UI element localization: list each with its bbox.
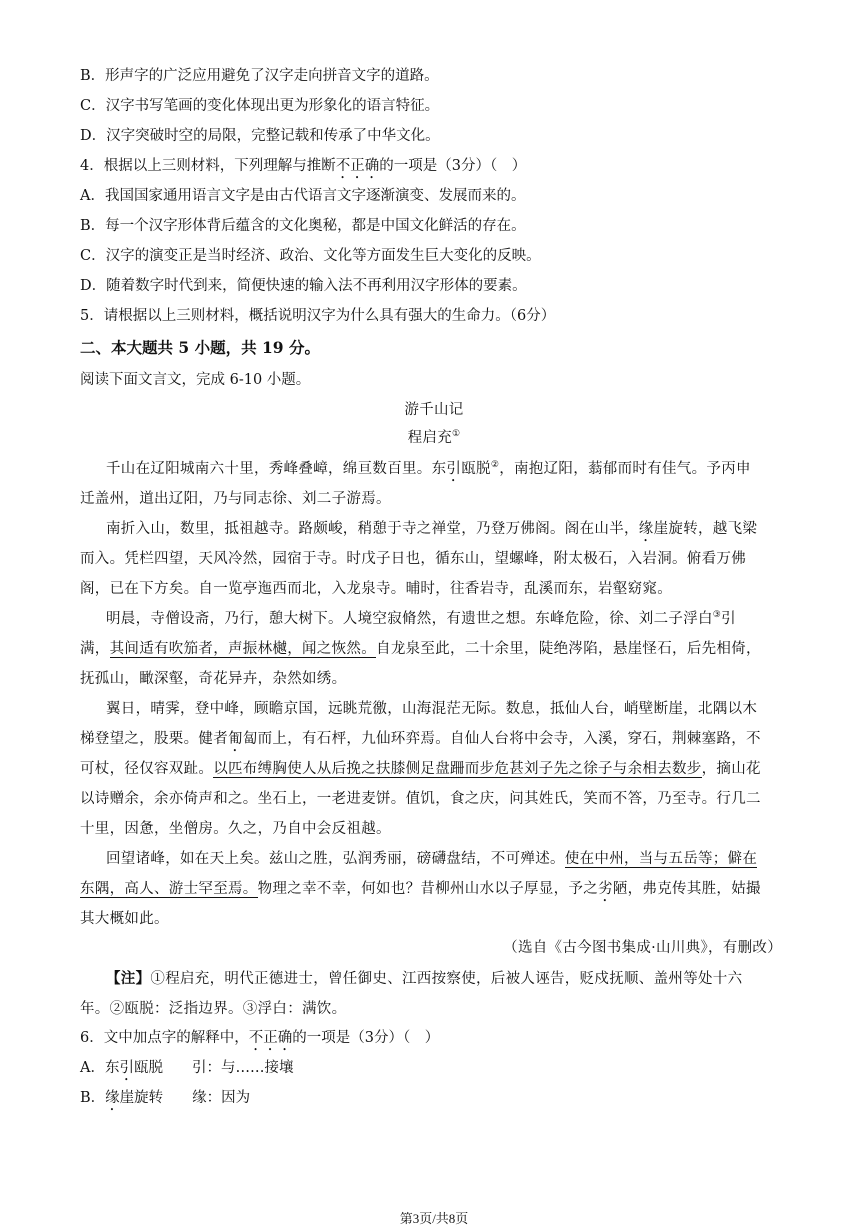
para5-line1	[106, 849, 757, 869]
text: 自龙泉至此，二十余里，陡绝涔陷，悬崖怪石，后先相倚，	[376, 641, 761, 657]
q4-option-b: B．每一个汉字形体背后蕴含的文化奥秘，都是中国文化鲜活的存在。	[80, 218, 526, 234]
text: ，南抱辽阳，蓊郁而时有佳气。予丙申	[499, 461, 751, 477]
q3-option-b: B．形声字的广泛应用避免了汉字走向拼音文字的道路。	[80, 68, 439, 84]
underlined-sentence: 东隅，高人、游士罕至焉。	[80, 881, 258, 897]
para5-line3: 其大概如此。	[80, 911, 169, 927]
underlined-sentence: 使在中州，当与五岳等；僻在	[564, 851, 758, 867]
para4-line4: 以诗赠余，余亦倚声和之。坐石上，一老进麦饼。值饥，食之庆，问其姓氏，笑而不答，乃至寺。行几二	[80, 791, 761, 807]
text: 6．文中加点字的解释中，	[80, 1030, 249, 1046]
text: ①程启充，明代正德进士，曾任御史、江西按察使，后被人诬告，贬戍抚顺、盖州等处十六	[150, 971, 743, 987]
para2-line2: 而入。凭栏四望，天风冷然，园宿于寺。时戊子日也，循东山，望螺峰，附太极石，入岩洞。俯看万佛	[80, 551, 746, 567]
text: 崖旋转 缘：因为	[119, 1090, 251, 1106]
text: 崖旋转，越飞梁	[653, 521, 758, 537]
text: 梯登望之，股栗。健者	[80, 731, 228, 747]
text: 匐而上，有石枰，九仙环弈焉。自仙人台将中会寺，入溪，穿石，荆棘塞路，不	[242, 731, 761, 747]
dotted-char: 缘	[105, 1090, 120, 1106]
dotted-char: 劣	[598, 881, 613, 897]
para1-line1	[106, 459, 751, 485]
para4-line2	[80, 729, 761, 755]
q4-stem-text: 4．根据以上三则材料，下列理解与推断	[80, 158, 336, 174]
text: 瓯脱	[461, 461, 491, 477]
essay-author-name: 程启充	[407, 430, 453, 446]
q4-stem	[80, 156, 526, 182]
q3-option-d: D．汉字突破时空的局限，完整记载和传承了中华文化。	[80, 128, 440, 144]
underlined-sentence: 以匹布缚胸使人从后挽之扶膝侧足盘跚而步危甚刘子先之徐子与余相去数步	[213, 761, 702, 777]
q6-stem	[80, 1028, 439, 1054]
dotted-char: 引	[446, 461, 462, 477]
notes-line2: 年。②瓯脱：泛指边界。③浮白：满饮。	[80, 1001, 347, 1017]
text: 南折入山，数里，抵祖越寺。路颇峻，稍憩于寺之禅堂，乃登万佛阁。阁在山半，	[106, 521, 639, 537]
section-instruction: 阅读下面文言文，完成 6-10 小题。	[80, 372, 311, 388]
text: 满，	[80, 641, 110, 657]
essay-title: 游千山记	[404, 402, 464, 418]
dotted-char: 缘	[638, 521, 654, 537]
note-mark: ②	[490, 460, 500, 471]
q4-option-c: C．汉字的演变正是当时经济、政治、文化等方面发生巨大变化的反映。	[80, 248, 541, 264]
text: 引	[721, 611, 736, 627]
q6-option-b	[80, 1088, 250, 1114]
q5-stem: 5．请根据以上三则材料，概括说明汉字为什么具有强大的生命力。（6分）	[80, 308, 556, 324]
q4-option-d: D．随着数字时代到来，简便快速的输入法不再利用汉字形体的要素。	[80, 278, 527, 294]
text: ，摘山花	[701, 761, 761, 777]
notes-line1	[106, 969, 742, 989]
para1-line2: 迁盖州，道出辽阳，乃与同志徐、刘二子游焉。	[80, 491, 391, 507]
dotted-char: 引	[119, 1060, 134, 1076]
essay-source: （选自《古今图书集成·山川典》，有删改）	[503, 940, 782, 956]
para3-line3: 抚孤山，瞰深壑，奇花异卉，杂然如绣。	[80, 671, 347, 687]
para4-line3	[80, 759, 761, 779]
section-title: 二、本大题共 5 小题，共 19 分。	[80, 338, 320, 357]
para2-line3: 阁，已在下方矣。自一览亭迤西而北，入龙泉寺。晡时，往香岩寺，乱溪而东，岩壑窈窕。	[80, 581, 672, 597]
para2-line1	[106, 519, 757, 545]
text: 回望诸峰，如在天上矣。兹山之胜，弘润秀丽，磅礴盘结，不可殚述。	[106, 851, 565, 867]
note-mark: ③	[712, 610, 722, 621]
page-footer: 第3页/共8页	[399, 1211, 469, 1226]
text: 陋，弗克传其胜，姑撮	[612, 881, 761, 897]
text: 千山在辽阳城南六十里，秀峰叠嶂，绵亘数百里。东	[106, 461, 447, 477]
para4-line1: 翼日，晴霁，登中峰，顾瞻京国，远眺荒徼，山海混茫无际。数息，抵仙人台，峭壁断崖，北隅以木	[106, 701, 758, 717]
dotted-char: 匍	[228, 731, 243, 747]
text: 可杖，径仅容双趾。	[80, 761, 214, 777]
para3-line1	[106, 609, 736, 629]
para4-line5: 十里，因惫，坐僧房。久之，乃自中会反祖越。	[80, 821, 391, 837]
text: B．	[80, 1090, 106, 1106]
essay-author	[0, 428, 868, 448]
para3-line2	[80, 639, 761, 659]
q4-stem-emphasis: 不正确	[335, 158, 380, 174]
author-note-mark: ①	[452, 429, 461, 440]
text: 明晨，寺僧设斋，乃行，憩大树下。人境空寂脩然，有遗世之想。东峰危险，徐、刘二子浮白	[106, 611, 713, 627]
q4-stem-tail: 的一项是（3分）（ ）	[379, 158, 527, 174]
q6-stem-emphasis: 不正确	[248, 1030, 293, 1046]
text: A．东	[80, 1060, 120, 1076]
text: 瓯脱 引：与……接壤	[133, 1060, 294, 1076]
q4-option-a: A．我国国家通用语言文字是由古代语言文字逐渐演变、发展而来的。	[80, 188, 526, 204]
text: 的一项是（3分）（ ）	[292, 1030, 440, 1046]
para5-line2	[80, 879, 761, 905]
text: 物理之幸不幸，何如也？昔柳州山水以子厚显，予之	[257, 881, 599, 897]
underlined-sentence: 其间适有吹笳者，声振林樾，闻之恢然。	[109, 641, 377, 657]
q3-option-c: C．汉字书写笔画的变化体现出更为形象化的语言特征。	[80, 98, 440, 114]
notes-label: 【注】	[106, 970, 151, 987]
q6-option-a	[80, 1058, 293, 1084]
